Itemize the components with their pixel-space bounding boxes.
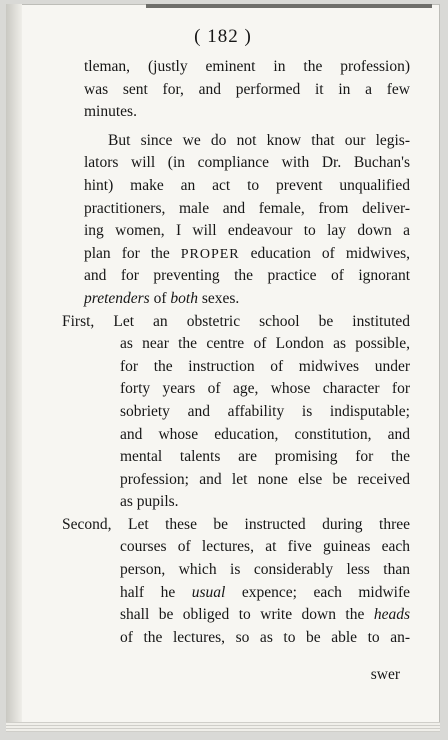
text-line: as near the centre of London as possible, — [120, 335, 410, 353]
page-number: ( 182 ) — [194, 26, 252, 47]
text-run: education of midwives, — [250, 244, 411, 262]
text-run: expence; each midwife — [241, 583, 411, 601]
text-line: hint) make an act to prevent unqualified — [84, 176, 410, 194]
catchword: swer — [370, 666, 400, 683]
text-line: mental talents are promising for the — [120, 448, 410, 466]
text-line: practitioners, male and female, from deliver- — [84, 199, 410, 217]
text-line: But since we do not know that our legis- — [108, 131, 410, 149]
body-text — [62, 56, 411, 649]
italic-word: pretenders — [84, 289, 150, 307]
italic-word: usual — [191, 583, 226, 601]
text-line: profession; and let none else be received — [120, 470, 410, 488]
top-page-edge — [146, 4, 432, 8]
text-line — [62, 514, 410, 537]
text-line: forty years of age, whose character for — [120, 380, 410, 398]
text-line: for the instruction of midwives under — [120, 357, 410, 375]
text-run: half he — [120, 583, 176, 601]
text-line — [84, 243, 410, 266]
text-line: minutes. — [84, 103, 137, 121]
text-line: person, which is considerably less than — [120, 561, 410, 579]
text-line: tleman, (justly eminent in the profession) — [84, 58, 410, 75]
text-run: shall be obliged to write down the — [120, 606, 365, 624]
text-line — [92, 582, 410, 605]
text-line — [92, 604, 410, 627]
small-caps-word: PROPER — [180, 246, 240, 262]
text-line: sobriety and affability is indisputable; — [120, 402, 410, 420]
text-run: plan for the — [84, 244, 170, 262]
text-line: and whose education, constitution, and — [120, 425, 410, 443]
bottom-page-edge — [6, 722, 440, 732]
list-label: Second, — [62, 515, 112, 533]
italic-word: heads — [373, 606, 410, 624]
text-line — [62, 311, 410, 334]
text-run: sexes. — [201, 289, 240, 307]
text-run: Let an obstetric school be instituted — [113, 312, 411, 330]
text-line: as pupils. — [120, 493, 179, 511]
page-header — [6, 26, 440, 48]
text-run: of — [153, 289, 167, 307]
italic-word: both — [170, 289, 198, 307]
text-line: courses of lectures, at five guineas each — [120, 538, 410, 556]
text-line: ing women, I will endeavour to lay down a — [84, 222, 410, 240]
text-run: Let these be instructed during three — [127, 515, 411, 533]
text-line: lators will (in compliance with Dr. Buchan's — [84, 154, 410, 172]
text-line: of the lectures, so as to be able to an- — [120, 628, 410, 646]
text-line: was sent for, and performed it in a few — [84, 80, 410, 98]
list-label: First, — [62, 312, 95, 330]
text-line — [84, 288, 410, 311]
book-page — [6, 4, 440, 732]
text-line: and for preventing the practice of ignorant — [84, 267, 410, 285]
